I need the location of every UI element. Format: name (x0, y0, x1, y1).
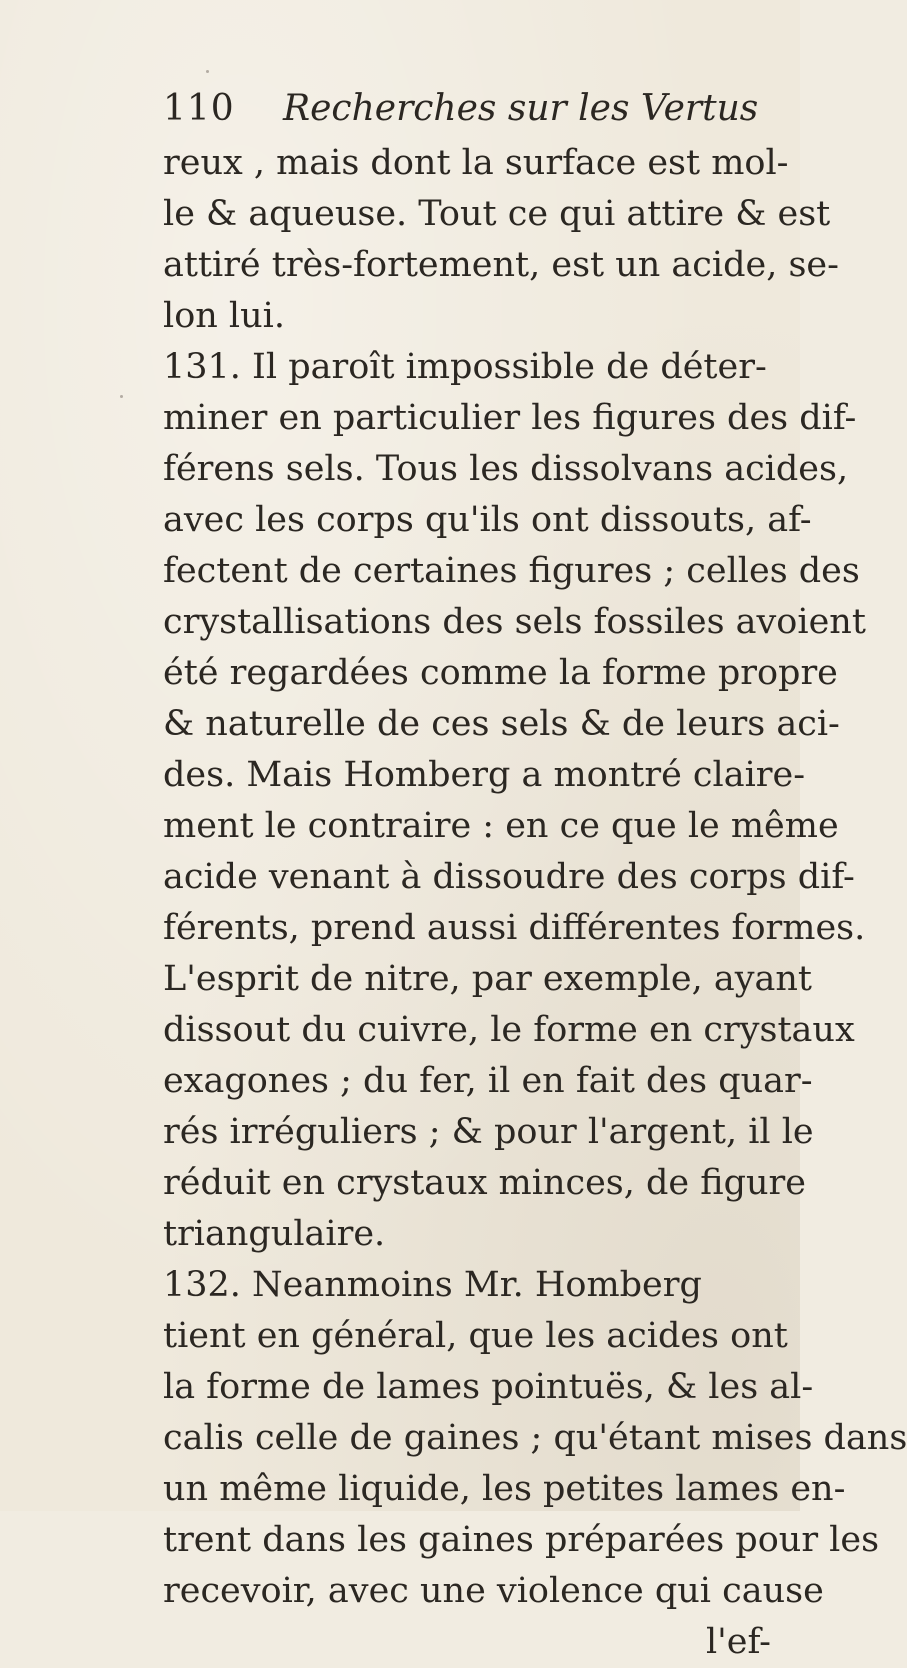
paper-speck (120, 395, 123, 398)
text-line: été regardées comme la forme propre (163, 653, 838, 693)
text-line: un même liquide, les petites lames en- (163, 1469, 846, 1509)
text-line: des. Mais Homberg a montré claire- (163, 755, 806, 795)
text-line: ment le contraire : en ce que le même (163, 806, 839, 846)
text-line: trent dans les gaines préparées pour les (163, 1520, 880, 1560)
text-line: & naturelle de ces sels & de leurs aci- (163, 704, 840, 744)
text-line: triangulaire. (163, 1214, 386, 1254)
text-line: recevoir, avec une violence qui cause (163, 1571, 824, 1611)
paragraph-131-start: 131. Il paroît impossible de déter- (163, 347, 767, 387)
text-line: calis celle de gaines ; qu'étant mises dans (163, 1418, 907, 1458)
text-line: fectent de certaines figures ; celles des (163, 551, 860, 591)
text-line: attiré très-fortement, est un acide, se- (163, 245, 839, 285)
text-line: férens sels. Tous les dissolvans acides, (163, 449, 849, 489)
text-line: la forme de lames pointuës, & les al- (163, 1367, 814, 1407)
catchword: l'ef- (705, 1622, 771, 1662)
text-line: réduit en crystaux minces, de figure (163, 1163, 806, 1203)
text-line: reux , mais dont la surface est mol- (163, 143, 789, 183)
text-line: tient en général, que les acides ont (163, 1316, 788, 1356)
page-header (163, 88, 759, 132)
paragraph-132-start: 132. Neanmoins Mr. Homberg (163, 1265, 702, 1305)
body-text (163, 138, 907, 1668)
text-line: le & aqueuse. Tout ce qui attire & est (163, 194, 831, 234)
paper-speck (206, 70, 209, 73)
text-line: acide venant à dissoudre des corps dif- (163, 857, 855, 897)
text-line: dissout du cuivre, le forme en crystaux (163, 1010, 855, 1050)
paper-speck (733, 1395, 736, 1398)
text-line: exagones ; du fer, il en fait des quar- (163, 1061, 813, 1101)
text-line: L'esprit de nitre, par exemple, ayant (163, 959, 812, 999)
text-line: rés irréguliers ; & pour l'argent, il le (163, 1112, 814, 1152)
text-line: lon lui. (163, 296, 285, 336)
text-line: miner en particulier les figures des dif- (163, 398, 857, 438)
text-line: avec les corps qu'ils ont dissouts, af- (163, 500, 812, 540)
text-line: crystallisations des sels fossiles avoient (163, 602, 866, 642)
running-title: Recherches sur les Vertus (283, 88, 759, 129)
page-number: 110 (163, 88, 235, 129)
text-line: férents, prend aussi différentes formes. (163, 908, 866, 948)
